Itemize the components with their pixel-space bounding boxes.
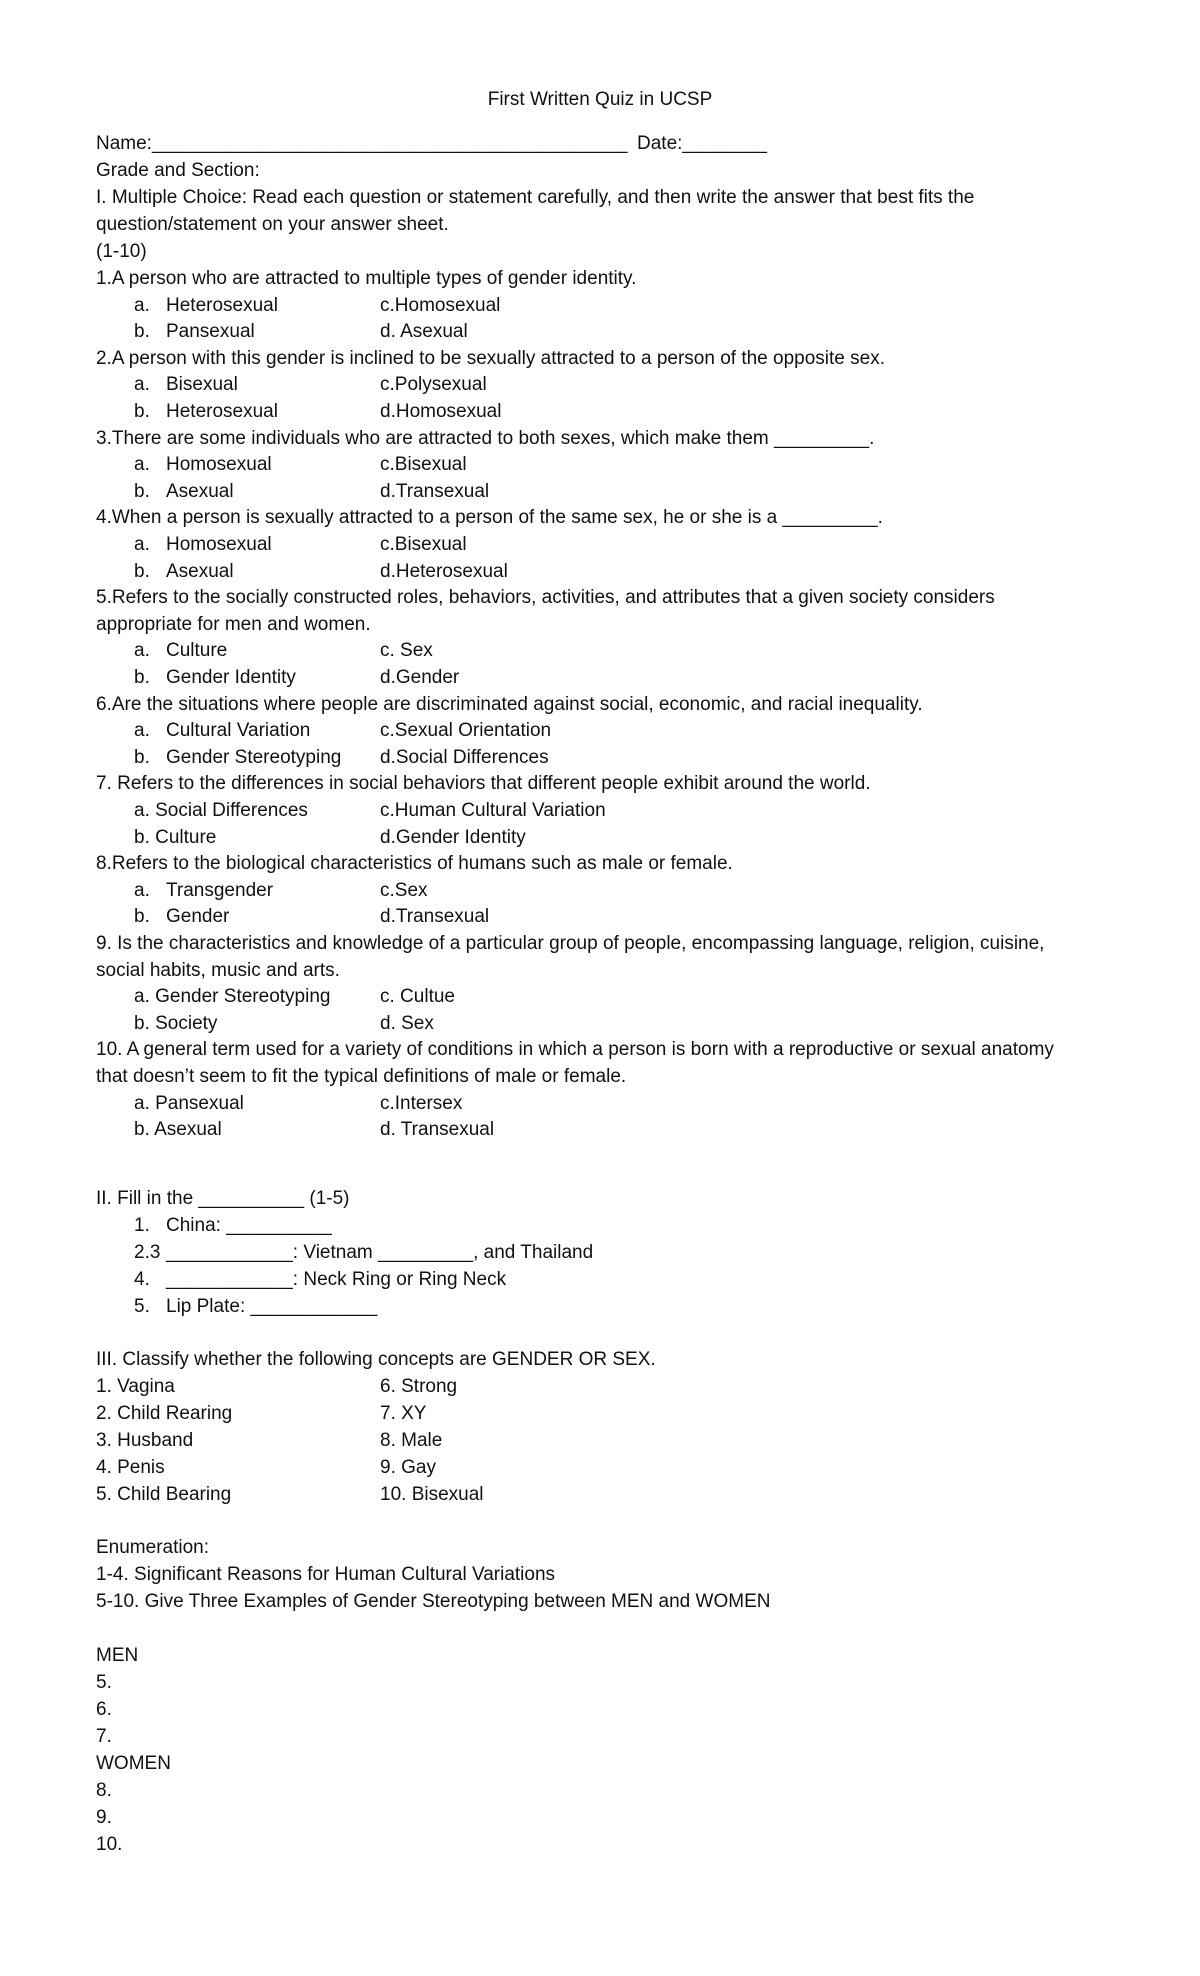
part2-heading: II. Fill in the __________ (1-5) bbox=[96, 1188, 350, 1209]
option-text: d.Transexual bbox=[380, 481, 490, 502]
option-text: b. Culture bbox=[134, 827, 217, 848]
men-label: MEN bbox=[96, 1645, 139, 1666]
women-label: WOMEN bbox=[96, 1753, 171, 1774]
option-text: Homosexual bbox=[166, 534, 272, 555]
option-letter: a. bbox=[134, 880, 150, 901]
option-text: d.Heterosexual bbox=[380, 561, 508, 582]
option-letter: a. bbox=[134, 295, 150, 316]
enumeration-line: 1-4. Significant Reasons for Human Cultural Variations bbox=[96, 1564, 556, 1585]
option-letter: a. bbox=[134, 534, 150, 555]
option-text: Gender bbox=[166, 906, 230, 927]
question-text: 6.Are the situations where people are discriminated against social, economic, and racial inequality. bbox=[96, 694, 923, 715]
option-text: c.Bisexual bbox=[380, 454, 467, 475]
classify-item: 4. Penis bbox=[96, 1457, 165, 1478]
option-letter: b. bbox=[134, 481, 150, 502]
option-letter: a. bbox=[134, 720, 150, 741]
question-text: 1.A person who are attracted to multiple types of gender identity. bbox=[96, 268, 637, 289]
part1-instruction-2: question/statement on your answer sheet. bbox=[96, 214, 449, 235]
classify-item: 5. Child Bearing bbox=[96, 1484, 232, 1505]
fill-item-text: Lip Plate: ____________ bbox=[166, 1296, 378, 1317]
answer-number: 9. bbox=[96, 1807, 112, 1828]
question-text: 9. Is the characteristics and knowledge of a particular group of people, encompassing language, religion, cuisine, bbox=[96, 933, 1045, 954]
option-text: c. Sex bbox=[380, 640, 433, 661]
question-text: 10. A general term used for a variety of conditions in which a person is born with a reproductive or sexual anatomy bbox=[96, 1039, 1054, 1060]
fill-item-number: 2.3 bbox=[134, 1242, 161, 1263]
option-text: c.Homosexual bbox=[380, 295, 501, 316]
classify-item: 10. Bisexual bbox=[380, 1484, 484, 1505]
option-text: c.Polysexual bbox=[380, 374, 487, 395]
option-text: d. Transexual bbox=[380, 1119, 495, 1140]
option-text: d.Gender bbox=[380, 667, 460, 688]
option-letter: b. bbox=[134, 401, 150, 422]
fill-item-number: 5. bbox=[134, 1296, 150, 1317]
fill-item-text: ____________: Neck Ring or Ring Neck bbox=[166, 1269, 507, 1290]
option-text: a. Social Differences bbox=[134, 800, 308, 821]
option-text: d.Social Differences bbox=[380, 747, 549, 768]
option-text: c. Cultue bbox=[380, 986, 455, 1007]
question-text: 5.Refers to the socially constructed roles, behaviors, activities, and attributes that a given society considers bbox=[96, 587, 995, 608]
quiz-title: First Written Quiz in UCSP bbox=[487, 89, 713, 110]
option-text: c.Intersex bbox=[380, 1093, 463, 1114]
answer-number: 8. bbox=[96, 1780, 112, 1801]
option-text: Homosexual bbox=[166, 454, 272, 475]
option-text: Asexual bbox=[166, 561, 234, 582]
fill-item-text: China: __________ bbox=[166, 1215, 332, 1236]
option-text: Pansexual bbox=[166, 321, 255, 342]
option-text: b. Asexual bbox=[134, 1119, 222, 1140]
option-letter: b. bbox=[134, 561, 150, 582]
option-text: d.Gender Identity bbox=[380, 827, 526, 848]
option-text: Transgender bbox=[166, 880, 274, 901]
option-text: a. Pansexual bbox=[134, 1093, 244, 1114]
option-text: Culture bbox=[166, 640, 228, 661]
answer-number: 7. bbox=[96, 1726, 112, 1747]
option-text: d.Transexual bbox=[380, 906, 490, 927]
classify-item: 7. XY bbox=[380, 1403, 427, 1424]
question-text: 3.There are some individuals who are attracted to both sexes, which make them _________. bbox=[96, 428, 875, 449]
part4-heading: Enumeration: bbox=[96, 1537, 210, 1558]
option-text: Asexual bbox=[166, 481, 234, 502]
part1-range: (1-10) bbox=[96, 241, 147, 262]
enumeration-line: 5-10. Give Three Examples of Gender Stereotyping between MEN and WOMEN bbox=[96, 1591, 771, 1612]
option-letter: a. bbox=[134, 454, 150, 475]
option-text: Bisexual bbox=[166, 374, 238, 395]
classify-item: 1. Vagina bbox=[96, 1376, 175, 1397]
fill-item-text: ____________: Vietnam _________, and Thailand bbox=[166, 1242, 594, 1263]
classify-item: 9. Gay bbox=[380, 1457, 436, 1478]
classify-item: 8. Male bbox=[380, 1430, 443, 1451]
option-letter: b. bbox=[134, 667, 150, 688]
option-text: Heterosexual bbox=[166, 295, 278, 316]
answer-number: 5. bbox=[96, 1672, 112, 1693]
option-letter: b. bbox=[134, 906, 150, 927]
option-text: Cultural Variation bbox=[166, 720, 311, 741]
classify-item: 3. Husband bbox=[96, 1430, 194, 1451]
question-text: social habits, music and arts. bbox=[96, 960, 340, 981]
option-letter: a. bbox=[134, 374, 150, 395]
option-text: Gender Stereotyping bbox=[166, 747, 342, 768]
option-text: d.Homosexual bbox=[380, 401, 502, 422]
option-text: a. Gender Stereotyping bbox=[134, 986, 331, 1007]
option-letter: a. bbox=[134, 640, 150, 661]
part3-heading: III. Classify whether the following concepts are GENDER OR SEX. bbox=[96, 1349, 656, 1370]
question-text: 7. Refers to the differences in social behaviors that different people exhibit around the world. bbox=[96, 773, 871, 794]
option-text: Gender Identity bbox=[166, 667, 296, 688]
grade-section-line: Grade and Section: bbox=[96, 160, 260, 181]
option-text: d. Sex bbox=[380, 1013, 434, 1034]
part1-instruction-1: I. Multiple Choice: Read each question or statement carefully, and then write the answer that best fits the bbox=[96, 187, 975, 208]
option-text: c.Sexual Orientation bbox=[380, 720, 552, 741]
classify-item: 2. Child Rearing bbox=[96, 1403, 233, 1424]
option-text: c.Sex bbox=[380, 880, 428, 901]
answer-number: 10. bbox=[96, 1834, 123, 1855]
option-text: c.Human Cultural Variation bbox=[380, 800, 606, 821]
question-text: that doesn’t seem to fit the typical definitions of male or female. bbox=[96, 1066, 627, 1087]
fill-item-number: 4. bbox=[134, 1269, 150, 1290]
option-text: b. Society bbox=[134, 1013, 218, 1034]
fill-item-number: 1. bbox=[134, 1215, 150, 1236]
classify-item: 6. Strong bbox=[380, 1376, 458, 1397]
date-field-line: Date:________ bbox=[637, 133, 767, 154]
question-text: appropriate for men and women. bbox=[96, 614, 371, 635]
name-field-line: Name:_____________________________________________ bbox=[96, 133, 628, 154]
question-text: 8.Refers to the biological characteristics of humans such as male or female. bbox=[96, 853, 733, 874]
question-text: 4.When a person is sexually attracted to a person of the same sex, he or she is a _________. bbox=[96, 507, 883, 528]
option-letter: b. bbox=[134, 321, 150, 342]
option-text: d. Asexual bbox=[380, 321, 468, 342]
answer-number: 6. bbox=[96, 1699, 112, 1720]
question-text: 2.A person with this gender is inclined to be sexually attracted to a person of the opposite sex. bbox=[96, 348, 885, 369]
option-text: Heterosexual bbox=[166, 401, 278, 422]
option-letter: b. bbox=[134, 747, 150, 768]
option-text: c.Bisexual bbox=[380, 534, 467, 555]
